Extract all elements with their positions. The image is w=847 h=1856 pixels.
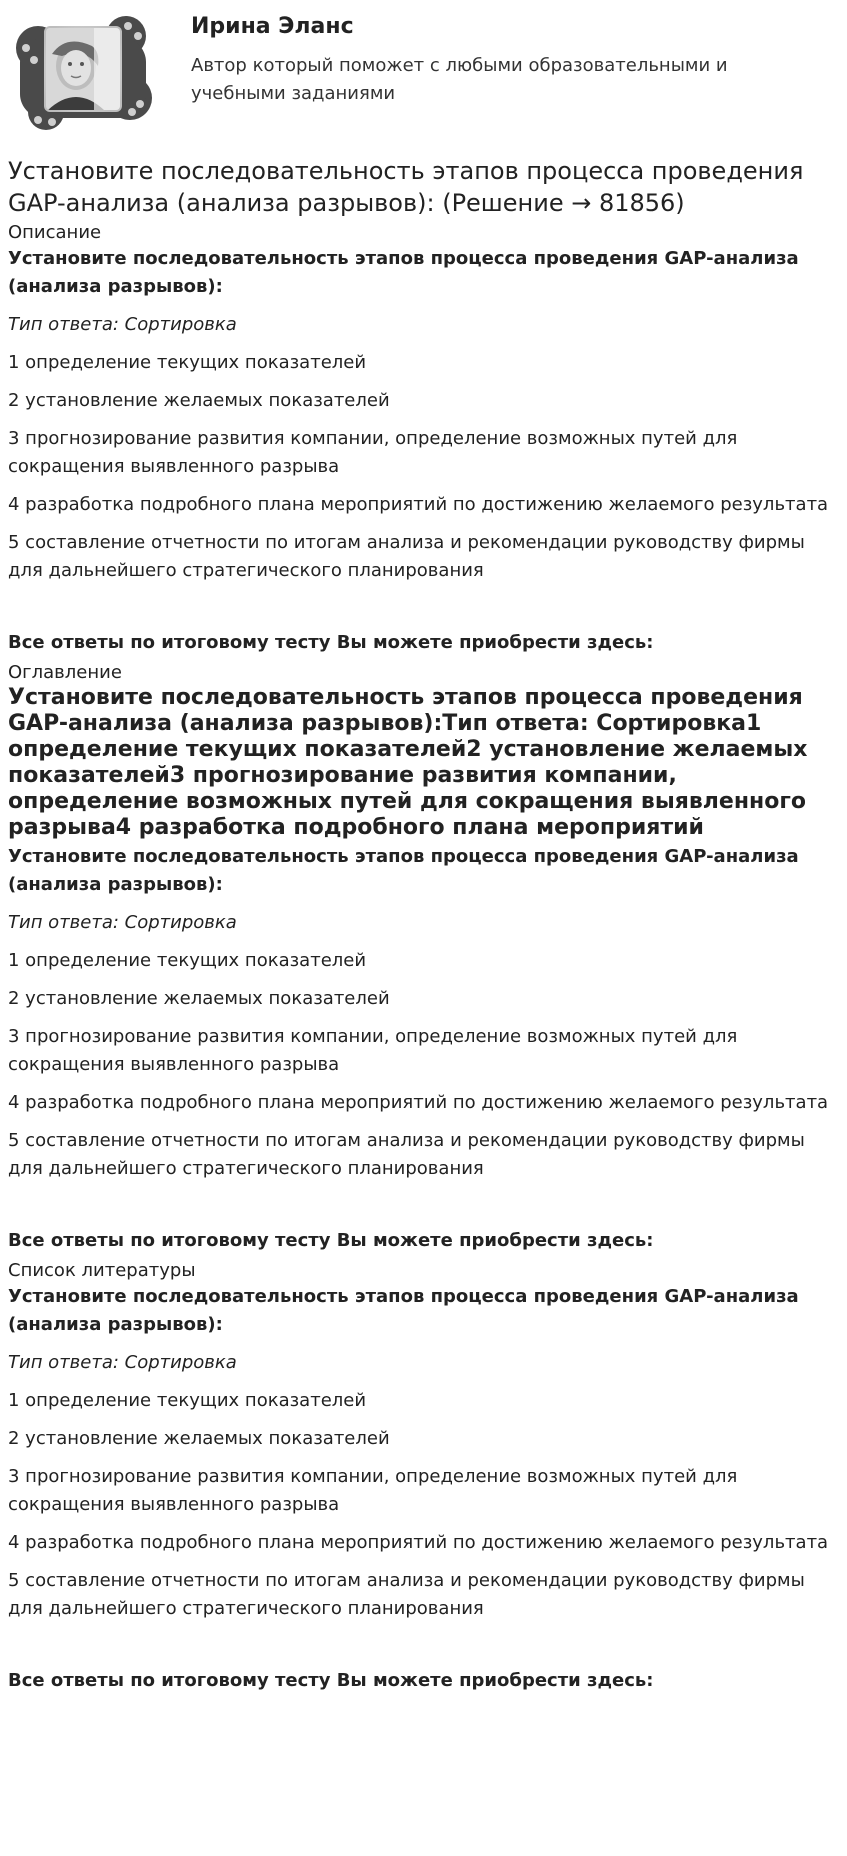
section-bibliography-label: Список литературы [8,1260,196,1281]
page-title: Установите последовательность этапов процесса проведения GAP-анализа (анализа разрывов): (Решение → 81856) [8,157,804,217]
all-answers-text: Все ответы по итоговому тесту Вы можете приобрести здесь: [8,1230,654,1251]
list-item: 1 определение текущих показателей [8,352,367,373]
question-heading: Установите последовательность этапов процесса проведения GAP-анализа (анализа разрывов): [8,846,799,895]
author-name: Ирина Эланс [191,14,354,39]
list-item: 5 составление отчетности по итогам анализа и рекомендации руководству фирмы для дальнейшего стратегического планирования [8,1130,805,1179]
list-item: 1 определение текущих показателей [8,950,367,971]
list-item: 3 прогнозирование развития компании, определение возможных путей для сокращения выявленного разрыва [8,428,738,477]
avatar-image [8,8,158,133]
section-description-label: Описание [8,222,102,243]
list-item: 1 определение текущих показателей [8,1390,367,1411]
all-answers-text: Все ответы по итоговому тесту Вы можете приобрести здесь: [8,632,654,653]
author-text [191,12,791,108]
list-item: 2 установление желаемых показателей [8,390,390,411]
author-header [8,8,839,143]
answer-type: Тип ответа: Сортировка [8,1352,237,1373]
answer-type: Тип ответа: Сортировка [8,314,237,335]
list-item: 4 разработка подробного плана мероприятий по достижению желаемого результата [8,494,829,515]
question-heading: Установите последовательность этапов процесса проведения GAP-анализа (анализа разрывов): [8,248,799,297]
list-item: 2 установление желаемых показателей [8,988,390,1009]
list-item: 5 составление отчетности по итогам анализа и рекомендации руководству фирмы для дальнейшего стратегического планирования [8,532,805,581]
list-item: 2 установление желаемых показателей [8,1428,390,1449]
list-item: 4 разработка подробного плана мероприятий по достижению желаемого результата [8,1092,829,1113]
author-description: Автор который поможет с любыми образовательными и учебными заданиями [191,55,728,104]
list-item: 3 прогнозирование развития компании, определение возможных путей для сокращения выявленного разрыва [8,1466,738,1515]
list-item: 4 разработка подробного плана мероприятий по достижению желаемого результата [8,1532,829,1553]
list-item: 5 составление отчетности по итогам анализа и рекомендации руководству фирмы для дальнейшего стратегического планирования [8,1570,805,1619]
section-toc-label: Оглавление [8,662,122,683]
all-answers-text: Все ответы по итоговому тесту Вы можете приобрести здесь: [8,1670,654,1691]
toc-heading: Установите последовательность этапов процесса проведения GAP-анализа (анализа разрывов):Тип ответа: Сортировка1 определение текущих показателей2 установление желаемых показателей3 прогнозирование развития компании, определение возможных путей для сокращения выявленного разрыва4 разработка подробного плана мероприятий [8,685,808,840]
list-item: 3 прогнозирование развития компании, определение возможных путей для сокращения выявленного разрыва [8,1026,738,1075]
author-avatar [8,8,158,133]
question-heading: Установите последовательность этапов процесса проведения GAP-анализа (анализа разрывов): [8,1286,799,1335]
answer-type: Тип ответа: Сортировка [8,912,237,933]
